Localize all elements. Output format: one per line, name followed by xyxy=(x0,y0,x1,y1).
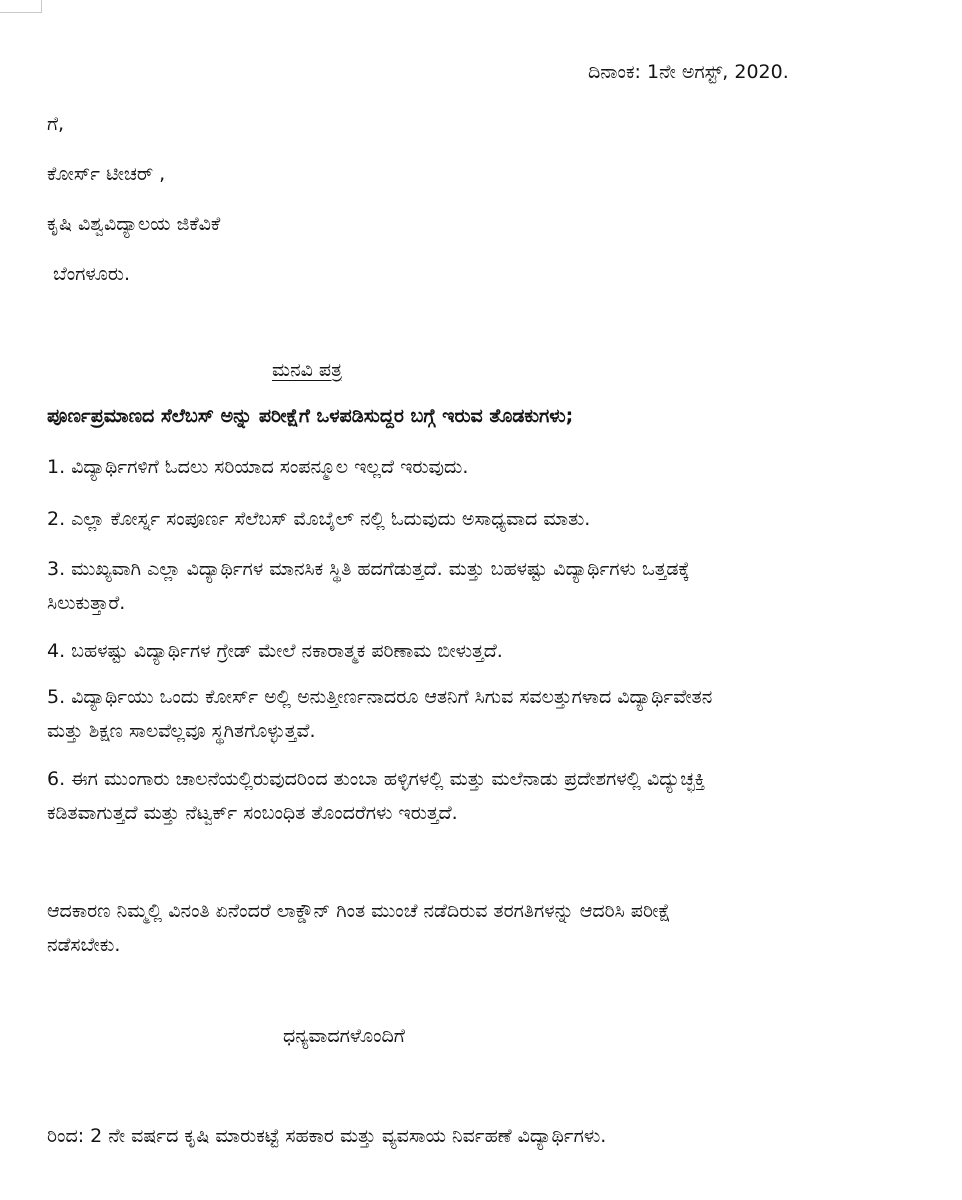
recipient-line: ಕೋರ್ಸ್ ಟೀಚರ್ , xyxy=(47,163,166,185)
point-2 xyxy=(47,502,927,536)
point-2-line-1: 2. ಎಲ್ಲಾ ಕೋರ್ಸ್ನ ಸಂಪೂರ್ಣ ಸೆಲೆಬಸ್ ಮೊಬೈಲ್ ನಲ್ಲಿ ಓದುವುದು ಅಸಾಧ್ಯವಾದ ಮಾತು. xyxy=(47,508,591,530)
point-4-line-1: 4. ಬಹಳಷ್ಟು ವಿದ್ಯಾರ್ಥಿಗಳ ಗ್ರೇಡ್ ಮೇಲೆ ನಕಾರಾತ್ಮಕ ಪರಿಣಾಮ ಬೀಳುತ್ತದೆ. xyxy=(47,640,503,662)
sender-line: ರಿಂದ: 2 ನೇ ವರ್ಷದ ಕೃಷಿ ಮಾರುಕಟ್ಟೆ ಸಹಕಾರ ಮತ್ತು ವ್ಯವಸಾಯ ನಿರ್ವಹಣೆ ವಿದ್ಯಾರ್ಥಿಗಳು. xyxy=(47,1125,607,1147)
request-line-2: ನಡೆಸಬೇಕು. xyxy=(47,934,121,956)
thanks-line: ಧನ್ಯವಾದಗಳೊಂದಿಗೆ xyxy=(283,1025,405,1047)
point-4 xyxy=(47,634,927,668)
point-5-line-2: ಮತ್ತು ಶಿಕ್ಷಣ ಸಾಲವೆಲ್ಲವೂ ಸ್ಥಗಿತಗೊಳ್ಳುತ್ತವೆ. xyxy=(47,720,316,742)
request-line-1: ಆದಕಾರಣ ನಿಮ್ಮಲ್ಲಿ ವಿನಂತಿ ಏನೆಂದರೆ ಲಾಕ್ಡೌನ್ ಗಿಂತ ಮುಂಚೆ ನಡೆದಿರುವ ತರಗತಿಗಳನ್ನು ಆದರಿಸಿ ಪರೀಕ್ಷೆ xyxy=(47,900,671,922)
point-6-line-2: ಕಡಿತವಾಗುತ್ತದೆ ಮತ್ತು ನೆಟ್ವರ್ಕ್ ಸಂಬಂಧಿತ ತೊಂದರೆಗಳು ಇರುತ್ತದೆ. xyxy=(47,802,458,824)
page-corner-marker xyxy=(0,0,42,13)
point-1-line-1: 1. ವಿದ್ಯಾರ್ಥಿಗಳಿಗೆ ಓದಲು ಸರಿಯಾದ ಸಂಪನ್ಮೂಲ ಇಲ್ಲದೆ ಇರುವುದು. xyxy=(47,456,469,478)
subject-title: ಮನವಿ ಪತ್ರ xyxy=(272,359,342,381)
issues-heading: ಪೂರ್ಣಪ್ರಮಾಣದ ಸೆಲೆಬಸ್ ಅನ್ನು ಪರೀಕ್ಷೆಗೆ ಒಳಪಡಿಸುದ್ದರ ಬಗ್ಗೆ ಇರುವ ತೊಡಕುಗಳು; xyxy=(47,405,574,427)
letter-date: ದಿನಾಂಕ: 1ನೇ ಅಗಸ್ಟ್, 2020. xyxy=(588,61,789,83)
point-1 xyxy=(47,450,927,484)
institution-line: ಕೃಷಿ ವಿಶ್ವವಿದ್ಯಾಲಯ ಜಿಕೆವಿಕೆ xyxy=(47,213,221,235)
point-3-line-2: ಸಿಲುಕುತ್ತಾರೆ. xyxy=(47,592,126,614)
point-6 xyxy=(47,762,927,830)
point-3-line-1: 3. ಮುಖ್ಯವಾಗಿ ಎಲ್ಲಾ ವಿದ್ಯಾರ್ಥಿಗಳ ಮಾನಸಿಕ ಸ್ಥಿತಿ ಹದಗೆಡುತ್ತದೆ. ಮತ್ತು ಬಹಳಷ್ಟು ವಿದ್ಯಾರ್ಥಿಗಳು ಒತ್ತಡಕ್ಕೆ xyxy=(47,558,690,580)
request-paragraph xyxy=(47,894,927,962)
point-6-line-1: 6. ಈಗ ಮುಂಗಾರು ಚಾಲನೆಯಲ್ಲಿರುವುದರಿಂದ ತುಂಬಾ ಹಳ್ಳಿಗಳಲ್ಲಿ ಮತ್ತು ಮಲೆನಾಡು ಪ್ರದೇಶಗಳಲ್ಲಿ ವಿದ್ಯುಚ್ಛಕ್ತಿ xyxy=(47,768,706,790)
point-5 xyxy=(47,680,927,748)
salutation-to: ಗೆ, xyxy=(47,113,65,135)
point-5-line-1: 5. ವಿದ್ಯಾರ್ಥಿಯು ಒಂದು ಕೋರ್ಸ್ ಅಲ್ಲಿ ಅನುತ್ತೀರ್ಣನಾದರೂ ಆತನಿಗೆ ಸಿಗುವ ಸವಲತ್ತುಗಳಾದ ವಿದ್ಯಾರ್ಥಿವೇತನ xyxy=(47,686,713,708)
point-3 xyxy=(47,552,927,620)
city-line: ಬೆಂಗಳೂರು. xyxy=(53,263,131,285)
